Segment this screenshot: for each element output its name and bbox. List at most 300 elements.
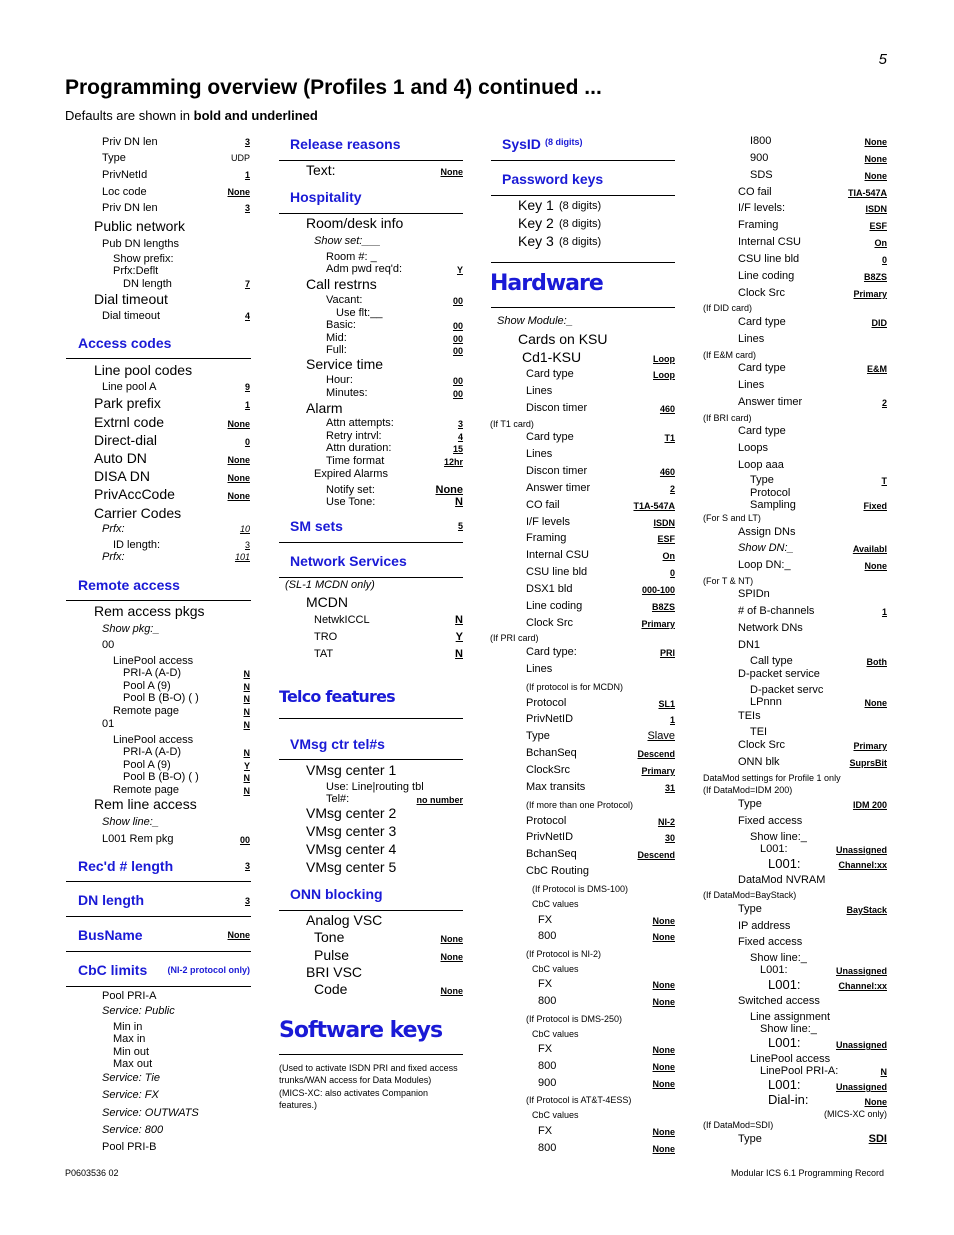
setting-label: (8 digits) <box>545 137 583 147</box>
setting-label: Service: FX <box>102 1089 159 1101</box>
setting-label: Pool PRI-A <box>102 990 157 1002</box>
setting-label: Pool B (B-O) ( ) <box>123 771 199 783</box>
setting-label: features.) <box>279 1100 318 1110</box>
section-rule <box>491 160 675 161</box>
setting-label: Extrnl code <box>94 414 165 430</box>
section-heading-network-services: Network Services <box>290 553 407 569</box>
setting-label: L001: <box>760 843 788 855</box>
setting-label: DataMod settings for Profile 1 only <box>703 773 841 783</box>
setting-label: DataMod NVRAM <box>738 874 826 886</box>
default-value: Slave <box>647 730 675 742</box>
section-heading-rec-d-length: Rec'd # length <box>78 858 174 874</box>
setting-label: Show line:_ <box>760 1023 817 1035</box>
footer-document-title: Modular ICS 6.1 Programming Record <box>730 1168 884 1178</box>
setting-label: 900 <box>750 152 769 164</box>
setting-label: Key 1 <box>518 197 554 213</box>
setting-label: Card type <box>526 431 574 443</box>
setting-label: Cd1-KSU <box>522 349 582 365</box>
setting-label: Service time <box>306 356 384 372</box>
setting-label: Switched access <box>738 995 820 1007</box>
section-heading-dn-length: DN length <box>78 892 145 908</box>
section-heading-remote-access: Remote access <box>78 577 180 593</box>
section-rule <box>279 718 463 719</box>
setting-label: UDP <box>230 153 250 163</box>
setting-label: Card type: <box>526 646 577 658</box>
setting-label: Service: 800 <box>102 1124 164 1136</box>
setting-label: LinePool PRI-A: <box>760 1065 839 1077</box>
default-value: Channel:xx <box>838 981 887 991</box>
setting-label: Alarm <box>306 400 343 416</box>
default-value: None <box>652 1144 675 1154</box>
setting-label: CO fail <box>526 499 560 511</box>
setting-label: Notify set: <box>326 484 375 496</box>
section-rule <box>66 916 251 917</box>
section-heading-password-keys: Password keys <box>502 171 604 187</box>
setting-label: DISA DN <box>94 468 151 484</box>
setting-label: TEIs <box>738 710 761 722</box>
default-value: 00 <box>452 334 463 344</box>
default-value: 00 <box>239 835 250 845</box>
setting-label: Show line:_ <box>102 816 159 828</box>
default-value: SL1 <box>658 699 675 709</box>
section-rule <box>491 307 675 308</box>
setting-label: Dial timeout <box>94 291 168 307</box>
setting-label: PRI-A (A-D) <box>123 667 182 679</box>
default-value: 3 <box>244 861 250 871</box>
subtitle-bold-text: bold and underlined <box>193 108 318 123</box>
default-value: 00 <box>452 346 463 356</box>
default-value: 460 <box>659 467 675 477</box>
setting-label: Show prefix: <box>113 253 174 265</box>
setting-label: Call type <box>750 655 793 667</box>
page-subtitle <box>65 109 318 122</box>
setting-label: (SL-1 MCDN only) <box>285 579 375 591</box>
setting-label: VMsg center 1 <box>306 762 397 778</box>
setting-label: (If DataMod=SDI) <box>703 1120 774 1130</box>
setting-label: Line assignment <box>750 1011 831 1023</box>
default-value: 2 <box>669 484 675 494</box>
default-value: None <box>227 930 250 940</box>
default-value: None <box>440 986 463 996</box>
section-rule <box>279 1054 463 1055</box>
setting-label: Use flt:__ <box>336 307 383 319</box>
setting-label: Line pool A <box>102 381 157 393</box>
setting-label: VMsg center 3 <box>306 823 397 839</box>
default-value: Availabl <box>852 544 887 554</box>
setting-label: Auto DN <box>94 450 147 466</box>
setting-label: Priv DN len <box>102 202 158 214</box>
setting-label: (If protocol is for MCDN) <box>526 682 624 692</box>
default-value: Primary <box>641 619 675 629</box>
default-value: Primary <box>853 741 887 751</box>
default-value: Primary <box>641 766 675 776</box>
setting-label: Line coding <box>526 600 583 612</box>
setting-label: PrivNetID <box>526 831 574 843</box>
setting-label: Fixed access <box>738 936 803 948</box>
default-value: 101 <box>234 552 250 562</box>
section-heading-telco-features: Telco features <box>279 687 395 706</box>
setting-label: (If Protocol is DMS-100) <box>532 884 629 894</box>
setting-label: L001: <box>768 977 801 992</box>
setting-label: MCDN <box>306 594 348 610</box>
section-rule <box>279 759 463 760</box>
setting-label: Max in <box>113 1033 146 1045</box>
default-value: 00 <box>452 296 463 306</box>
setting-label: 800 <box>538 930 557 942</box>
default-value: 1 <box>669 715 675 725</box>
setting-label: Prfx: <box>102 551 125 563</box>
default-value: None <box>652 916 675 926</box>
default-value: T1 <box>664 433 675 443</box>
setting-label: Service: Public <box>102 1005 175 1017</box>
default-value: E&M <box>867 364 887 374</box>
setting-label: Type <box>750 474 774 486</box>
default-value: 5 <box>457 521 463 531</box>
section-heading-onn-blocking: ONN blocking <box>290 886 383 902</box>
default-value: 0 <box>244 437 250 447</box>
setting-label: CbC values <box>532 964 579 974</box>
default-value: On <box>874 238 887 248</box>
default-value: 3 <box>244 203 250 213</box>
setting-label: (If more than one Protocol) <box>526 800 634 810</box>
section-rule <box>66 358 251 359</box>
default-value: 12hr <box>443 457 463 467</box>
section-heading-hardware: Hardware <box>490 271 603 296</box>
setting-label: Prfx: <box>102 523 125 535</box>
setting-label: I800 <box>750 135 772 147</box>
setting-label: Call restrns <box>306 276 377 292</box>
default-value: 10 <box>239 524 250 534</box>
default-value: 7 <box>244 279 250 289</box>
setting-label: D-packet service <box>738 668 820 680</box>
setting-label: L001: <box>760 964 788 976</box>
setting-label: BchanSeq <box>526 747 577 759</box>
setting-label: Attn duration: <box>326 442 392 454</box>
setting-label: Card type <box>738 362 786 374</box>
default-value: None <box>227 455 250 465</box>
default-value: Descend <box>637 749 675 759</box>
section-heading-sm-sets: SM sets <box>290 518 343 534</box>
default-value: None <box>440 934 463 944</box>
setting-label: Protocol <box>526 697 567 709</box>
default-value: PRI <box>659 648 675 658</box>
setting-label: Loop aaa <box>738 459 784 471</box>
setting-label: Clock Src <box>738 287 786 299</box>
setting-label: Pulse <box>314 947 350 963</box>
setting-label: Type <box>738 798 762 810</box>
default-value: None <box>864 561 887 571</box>
default-value: 2 <box>881 398 887 408</box>
default-value: ESF <box>869 221 887 231</box>
setting-label: CbC values <box>532 1029 579 1039</box>
setting-label: (If DID card) <box>703 303 753 313</box>
setting-label: IP address <box>738 920 791 932</box>
section-rule <box>279 160 463 161</box>
default-value: None <box>652 1062 675 1072</box>
default-value: 460 <box>659 404 675 414</box>
default-value: None <box>652 932 675 942</box>
setting-label: Hour: <box>326 374 353 386</box>
setting-label: Assign DNs <box>738 526 796 538</box>
default-value: B8ZS <box>651 602 675 612</box>
setting-label: Code <box>314 981 348 997</box>
setting-label: (NI-2 protocol only) <box>167 965 250 975</box>
setting-label: Full: <box>326 344 347 356</box>
setting-label: DN length <box>123 278 172 290</box>
default-value: 00 <box>452 321 463 331</box>
default-value: SDI <box>868 1133 887 1145</box>
setting-label: (8 digits) <box>559 200 602 212</box>
default-value: 4 <box>457 432 463 442</box>
setting-label: (For T & NT) <box>703 576 754 586</box>
default-value: None <box>652 1045 675 1055</box>
setting-label: Key 3 <box>518 233 554 249</box>
default-value: ISDN <box>865 204 887 214</box>
setting-label: Sampling <box>750 499 796 511</box>
setting-label: Network DNs <box>738 622 803 634</box>
setting-label: PrivAccCode <box>94 486 175 502</box>
default-value: N <box>243 707 250 717</box>
setting-label: Internal CSU <box>526 549 589 561</box>
setting-label: 900 <box>538 1077 557 1089</box>
setting-label: (MICS-XC: also activates Companion <box>279 1088 429 1098</box>
setting-label: (If PRI card) <box>490 633 539 643</box>
default-value: None <box>652 1079 675 1089</box>
setting-label: Dial-in: <box>768 1092 809 1107</box>
setting-label: Answer timer <box>738 396 803 408</box>
default-value: B8ZS <box>863 272 887 282</box>
setting-label: (MICS-XC only) <box>823 1109 887 1119</box>
setting-label: Priv DN len <box>102 136 158 148</box>
section-rule <box>66 600 251 601</box>
default-value: Unassigned <box>835 1082 887 1092</box>
setting-label: FX <box>538 914 553 926</box>
default-value: None <box>435 484 463 496</box>
setting-label: Rem line access <box>94 796 197 812</box>
setting-label: ID length: <box>113 539 161 551</box>
setting-label: I/F levels: <box>738 202 786 214</box>
setting-label: (8 digits) <box>559 236 602 248</box>
setting-label: Discon timer <box>526 402 588 414</box>
default-value: N <box>455 648 463 660</box>
setting-label: Expired Alarms <box>314 468 388 480</box>
setting-label: Basic: <box>326 319 356 331</box>
default-value: N <box>243 786 250 796</box>
section-heading-busname: BusName <box>78 927 143 943</box>
setting-label: CSU line bld <box>738 253 800 265</box>
setting-label: FX <box>538 1125 553 1137</box>
setting-label: Public network <box>94 218 186 234</box>
setting-label: Type <box>526 730 550 742</box>
setting-label: Text: <box>306 162 336 178</box>
setting-label: Pool B (B-O) ( ) <box>123 692 199 704</box>
setting-label: Minutes: <box>326 387 368 399</box>
setting-label: Show line:_ <box>750 952 807 964</box>
setting-label: Park prefix <box>94 395 161 411</box>
default-value: ISDN <box>653 518 675 528</box>
default-value: TIA-547A <box>847 188 887 198</box>
default-value: T1A-547A <box>633 501 675 511</box>
setting-label: SPIDn <box>738 588 770 600</box>
section-heading-sysid: SysID <box>502 136 541 152</box>
default-value: N <box>455 496 463 508</box>
setting-label: (If E&M card) <box>703 350 757 360</box>
setting-label: Loc code <box>102 186 147 198</box>
default-value: N <box>243 720 250 730</box>
setting-label: Internal CSU <box>738 236 801 248</box>
setting-label: BRI VSC <box>306 964 363 980</box>
default-value: N <box>243 773 250 783</box>
setting-label: Type <box>102 152 126 164</box>
default-value: 0 <box>669 568 675 578</box>
default-value: no number <box>416 795 463 805</box>
default-value: T <box>881 476 887 486</box>
default-value: 9 <box>244 382 250 392</box>
default-value: None <box>864 137 887 147</box>
default-value: None <box>652 980 675 990</box>
default-value: 15 <box>452 444 463 454</box>
page-title: Programming overview (Profiles 1 and 4) continued ... <box>65 76 602 99</box>
default-value: None <box>864 171 887 181</box>
setting-label: Answer timer <box>526 482 591 494</box>
setting-label: (If T1 card) <box>490 419 534 429</box>
default-value: 1 <box>244 170 250 180</box>
setting-label: Lines <box>738 379 765 391</box>
default-value: None <box>864 698 887 708</box>
setting-label: ONN blk <box>738 756 780 768</box>
setting-label: Card type <box>526 368 574 380</box>
default-value: N <box>243 669 250 679</box>
default-value: Fixed <box>863 501 887 511</box>
setting-label: NetwkICCL <box>314 614 370 626</box>
setting-label: Room #: _ <box>326 251 377 263</box>
section-heading-software-keys: Software keys <box>279 1018 443 1043</box>
setting-label: Show set:___ <box>314 235 381 247</box>
setting-label: Pool A (9) <box>123 680 171 692</box>
setting-label: Show line:_ <box>750 831 807 843</box>
setting-label: LinePool access <box>113 734 194 746</box>
default-value: None <box>440 167 463 177</box>
section-heading-cbc-limits: CbC limits <box>78 962 148 978</box>
setting-label: Lines <box>526 385 553 397</box>
default-value: 1 <box>881 607 887 617</box>
setting-label: Type <box>738 1133 762 1145</box>
default-value: N <box>880 1067 887 1077</box>
default-value: Y <box>243 761 250 771</box>
default-value: Y <box>456 265 463 275</box>
default-value: N <box>243 748 250 758</box>
setting-label: ClockSrc <box>526 764 571 776</box>
setting-label: Pub DN lengths <box>102 238 180 250</box>
setting-label: LinePool access <box>750 1053 831 1065</box>
default-value: DID <box>871 318 887 328</box>
setting-label: D-packet servc <box>750 684 824 696</box>
setting-label: Show Module:_ <box>497 315 573 327</box>
setting-label: Lines <box>738 333 765 345</box>
setting-label: Service: Tie <box>102 1072 160 1084</box>
setting-label: (If Protocol is AT&T-4ESS) <box>526 1095 632 1105</box>
default-value: None <box>652 1127 675 1137</box>
default-value: None <box>864 1097 887 1107</box>
setting-label: (If DataMod=BayStack) <box>703 890 797 900</box>
setting-label: Line pool codes <box>94 362 193 378</box>
default-value: Descend <box>637 850 675 860</box>
setting-label: Room/desk info <box>306 215 404 231</box>
setting-label: Min out <box>113 1046 150 1058</box>
default-value: 00 <box>452 389 463 399</box>
setting-label: Max out <box>113 1058 153 1070</box>
section-rule <box>279 213 463 214</box>
section-heading-vmsg-ctr-tel-s: VMsg ctr tel#s <box>290 736 385 752</box>
setting-label: Tel#: <box>326 793 350 805</box>
default-value: BayStack <box>846 905 887 915</box>
setting-label: Use: Line|routing tbl <box>326 781 424 793</box>
section-rule <box>491 262 675 263</box>
section-rule <box>66 951 251 952</box>
setting-label: Remote page <box>113 784 180 796</box>
default-value: N <box>455 614 463 626</box>
setting-label: 800 <box>538 995 557 1007</box>
default-value: IDM 200 <box>852 800 887 810</box>
setting-label: Mid: <box>326 332 347 344</box>
setting-label: Min in <box>113 1021 143 1033</box>
setting-label: DN1 <box>738 639 761 651</box>
setting-label: CSU line bld <box>526 566 588 578</box>
subtitle-text: Defaults are shown in <box>65 108 194 123</box>
setting-label: Clock Src <box>526 617 574 629</box>
section-heading-release-reasons: Release reasons <box>290 136 401 152</box>
setting-label: (If BRI card) <box>703 413 752 423</box>
setting-label: FX <box>538 978 553 990</box>
setting-label: TRO <box>314 631 338 643</box>
setting-label: Dial timeout <box>102 310 161 322</box>
setting-label: (Used to activate ISDN PRI and fixed access <box>279 1063 458 1073</box>
setting-label: LinePool access <box>113 655 194 667</box>
setting-label: # of B-channels <box>738 605 815 617</box>
default-value: SuprsBit <box>849 758 887 768</box>
setting-label: L001: <box>768 1077 801 1092</box>
setting-label: Pool PRI-B <box>102 1141 157 1153</box>
setting-label: (8 digits) <box>559 218 602 230</box>
section-rule <box>491 195 675 196</box>
setting-label: L001: <box>768 1035 801 1050</box>
setting-label: VMsg center 5 <box>306 859 397 875</box>
setting-label: Service: OUTWATS <box>102 1107 199 1119</box>
setting-label: Framing <box>526 532 567 544</box>
setting-label: LPnnn <box>750 696 782 708</box>
default-value: Loop <box>653 370 675 380</box>
setting-label: Framing <box>738 219 779 231</box>
setting-label: Cards on KSU <box>518 331 608 347</box>
setting-label: TAT <box>314 648 334 660</box>
setting-label: VMsg center 4 <box>306 841 397 857</box>
setting-label: Analog VSC <box>306 912 383 928</box>
setting-label: (If DataMod=IDM 200) <box>703 785 793 795</box>
footer-document-number: P0603536 02 <box>65 1168 119 1178</box>
default-value: Unassigned <box>835 966 887 976</box>
section-heading-hospitality: Hospitality <box>290 189 362 205</box>
setting-label: Clock Src <box>738 739 786 751</box>
default-value: Y <box>455 631 463 643</box>
section-rule <box>66 986 251 987</box>
section-rule <box>279 577 463 578</box>
default-value: N <box>243 694 250 704</box>
setting-label: Type <box>738 903 762 915</box>
setting-label: Line coding <box>738 270 795 282</box>
page-number: 5 <box>878 51 887 68</box>
default-value: 00 <box>452 376 463 386</box>
default-value: None <box>227 419 250 429</box>
